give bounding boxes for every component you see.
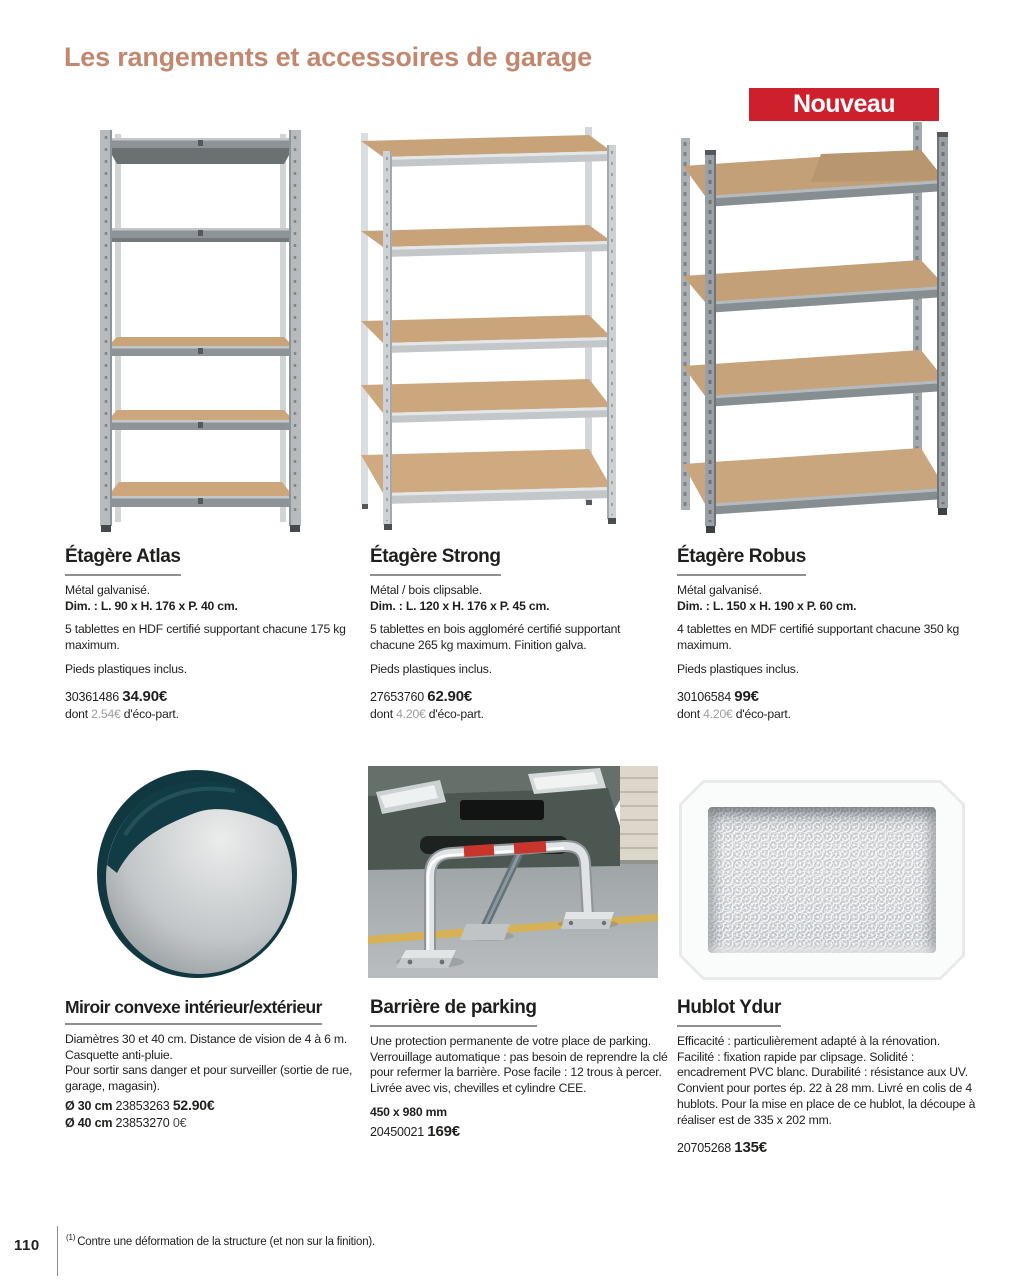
product-included: Pieds plastiques inclus. — [370, 662, 492, 677]
product-price-row — [677, 1138, 977, 1158]
product-included: Pieds plastiques inclus. — [65, 662, 187, 677]
product-size: 450 x 980 mm — [370, 1105, 447, 1120]
hublot-window-image — [679, 780, 965, 980]
product-description: 4 tablettes en MDF certifié supportant chacune 350 kg maximum. — [677, 622, 960, 653]
footnote-marker: (1) — [66, 1233, 76, 1242]
product-price: 34.90€ — [122, 687, 167, 705]
variant-row — [65, 1096, 365, 1114]
hublot-frame-inner — [682, 783, 962, 977]
product-name: Barrière de parking — [370, 996, 670, 1027]
product-name: Hublot Ydur — [677, 996, 977, 1027]
variant-row — [65, 1115, 365, 1131]
product-price: 169€ — [427, 1122, 460, 1140]
product-price: 99€ — [734, 687, 759, 705]
product-description: Efficacité : particulièrement adapté à la rénovation. Facilité : fixation rapide par clipsage. Solidité : encadrement PVC blanc. Durabilité : résistance aux UV. Convient pour portes ép. 22 à 28 mm. Livré en colis de 4 hublots. Pour la mise en place de ce hublot, la découpe à réaliser est de 335 x 202 mm. — [677, 1033, 976, 1127]
variant-size: Ø 30 cm — [65, 1099, 113, 1114]
product-ref: 20705268 — [677, 1140, 732, 1155]
product-name: Étagère Atlas — [65, 545, 355, 576]
eco-prefix: dont — [370, 707, 393, 722]
product-dimensions: Dim. : L. 120 x H. 176 x P. 45 cm. — [370, 598, 550, 613]
eco-value: 4.20€ — [703, 707, 733, 722]
variant-ref: 23853263 — [115, 1099, 170, 1114]
eco-prefix: dont — [65, 707, 88, 722]
product-name: Étagère Robus — [677, 545, 967, 576]
hublot-frame — [679, 780, 965, 980]
eco-suffix: d'éco-part. — [735, 707, 791, 722]
product-included: Pieds plastiques inclus. — [677, 662, 799, 677]
product-strong — [370, 545, 660, 723]
strong-shelving-image — [351, 123, 641, 533]
variant-ref: 23853270 — [115, 1116, 170, 1131]
eco-prefix: dont — [677, 707, 700, 722]
product-robus — [677, 545, 967, 723]
eco-value: 4.20€ — [396, 707, 426, 722]
product-material: Métal / bois clipsable. — [370, 582, 482, 597]
product-price: 135€ — [734, 1138, 767, 1156]
product-ref: 30106584 — [677, 689, 732, 704]
product-material: Métal galvanisé. — [65, 582, 150, 597]
product-price: 62.90€ — [427, 687, 472, 705]
product-ref: 27653760 — [370, 689, 425, 704]
product-mirror — [65, 996, 365, 1132]
eco-value: 2.54€ — [91, 707, 121, 722]
convex-mirror-image — [95, 765, 300, 980]
product-barrier — [370, 996, 670, 1141]
eco-part-row — [65, 707, 355, 723]
product-dimensions: Dim. : L. 90 x H. 176 x P. 40 cm. — [65, 598, 238, 613]
page-number: 110 — [14, 1237, 40, 1254]
product-description: 5 tablettes en HDF certifié supportant chacune 175 kg maximum. — [65, 622, 346, 653]
product-description: Une protection permanente de votre place de parking. Verrouillage automatique : pas besoin de reprendre la clé pour refermer la barrière. Pose facile : 12 trous à percer. Livrée avec vis, chevilles et cylindre CEE. — [370, 1033, 668, 1096]
product-ref: 20450021 — [370, 1124, 425, 1139]
product-material: Métal galvanisé. — [677, 582, 762, 597]
product-description: 5 tablettes en bois aggloméré certifié supportant chacune 265 kg maximum. Finition galva. — [370, 622, 621, 653]
product-dimensions: Dim. : L. 150 x H. 190 x P. 60 cm. — [677, 598, 857, 613]
page-title: Les rangements et accessoires de garage — [64, 42, 592, 72]
variant-price: 52.90€ — [172, 1097, 215, 1114]
product-description: Diamètres 30 et 40 cm. Distance de vision de 4 à 6 m. Casquette anti-pluie. — [65, 1031, 348, 1062]
product-price-row — [677, 687, 967, 707]
variant-size: Ø 40 cm — [65, 1116, 113, 1131]
eco-suffix: d'éco-part. — [428, 707, 484, 722]
product-description: Pour sortir sans danger et pour surveiller (sortie de rue, garage, magasin). — [65, 1063, 353, 1094]
eco-part-row — [677, 707, 967, 723]
product-price-row — [370, 1122, 670, 1142]
parking-barrier-image — [368, 766, 658, 978]
new-badge: Nouveau — [749, 88, 939, 121]
variant-price: 0€ — [172, 1116, 187, 1131]
footer-divider — [57, 1226, 58, 1276]
robus-shelving-image — [661, 120, 957, 535]
hublot-glass — [708, 807, 936, 953]
atlas-shelving-image — [88, 122, 313, 534]
eco-suffix: d'éco-part. — [123, 707, 179, 722]
footnote-text: Contre une déformation de la structure (et non sur la finition). — [77, 1235, 376, 1248]
product-name: Miroir convexe intérieur/extérieur — [65, 996, 365, 1025]
eco-part-row — [370, 707, 660, 723]
product-name: Étagère Strong — [370, 545, 660, 576]
product-hublot — [677, 996, 977, 1157]
footnote — [66, 1233, 375, 1248]
product-price-row — [370, 687, 660, 707]
product-price-row — [65, 687, 355, 707]
product-ref: 30361486 — [65, 689, 120, 704]
product-atlas — [65, 545, 355, 723]
